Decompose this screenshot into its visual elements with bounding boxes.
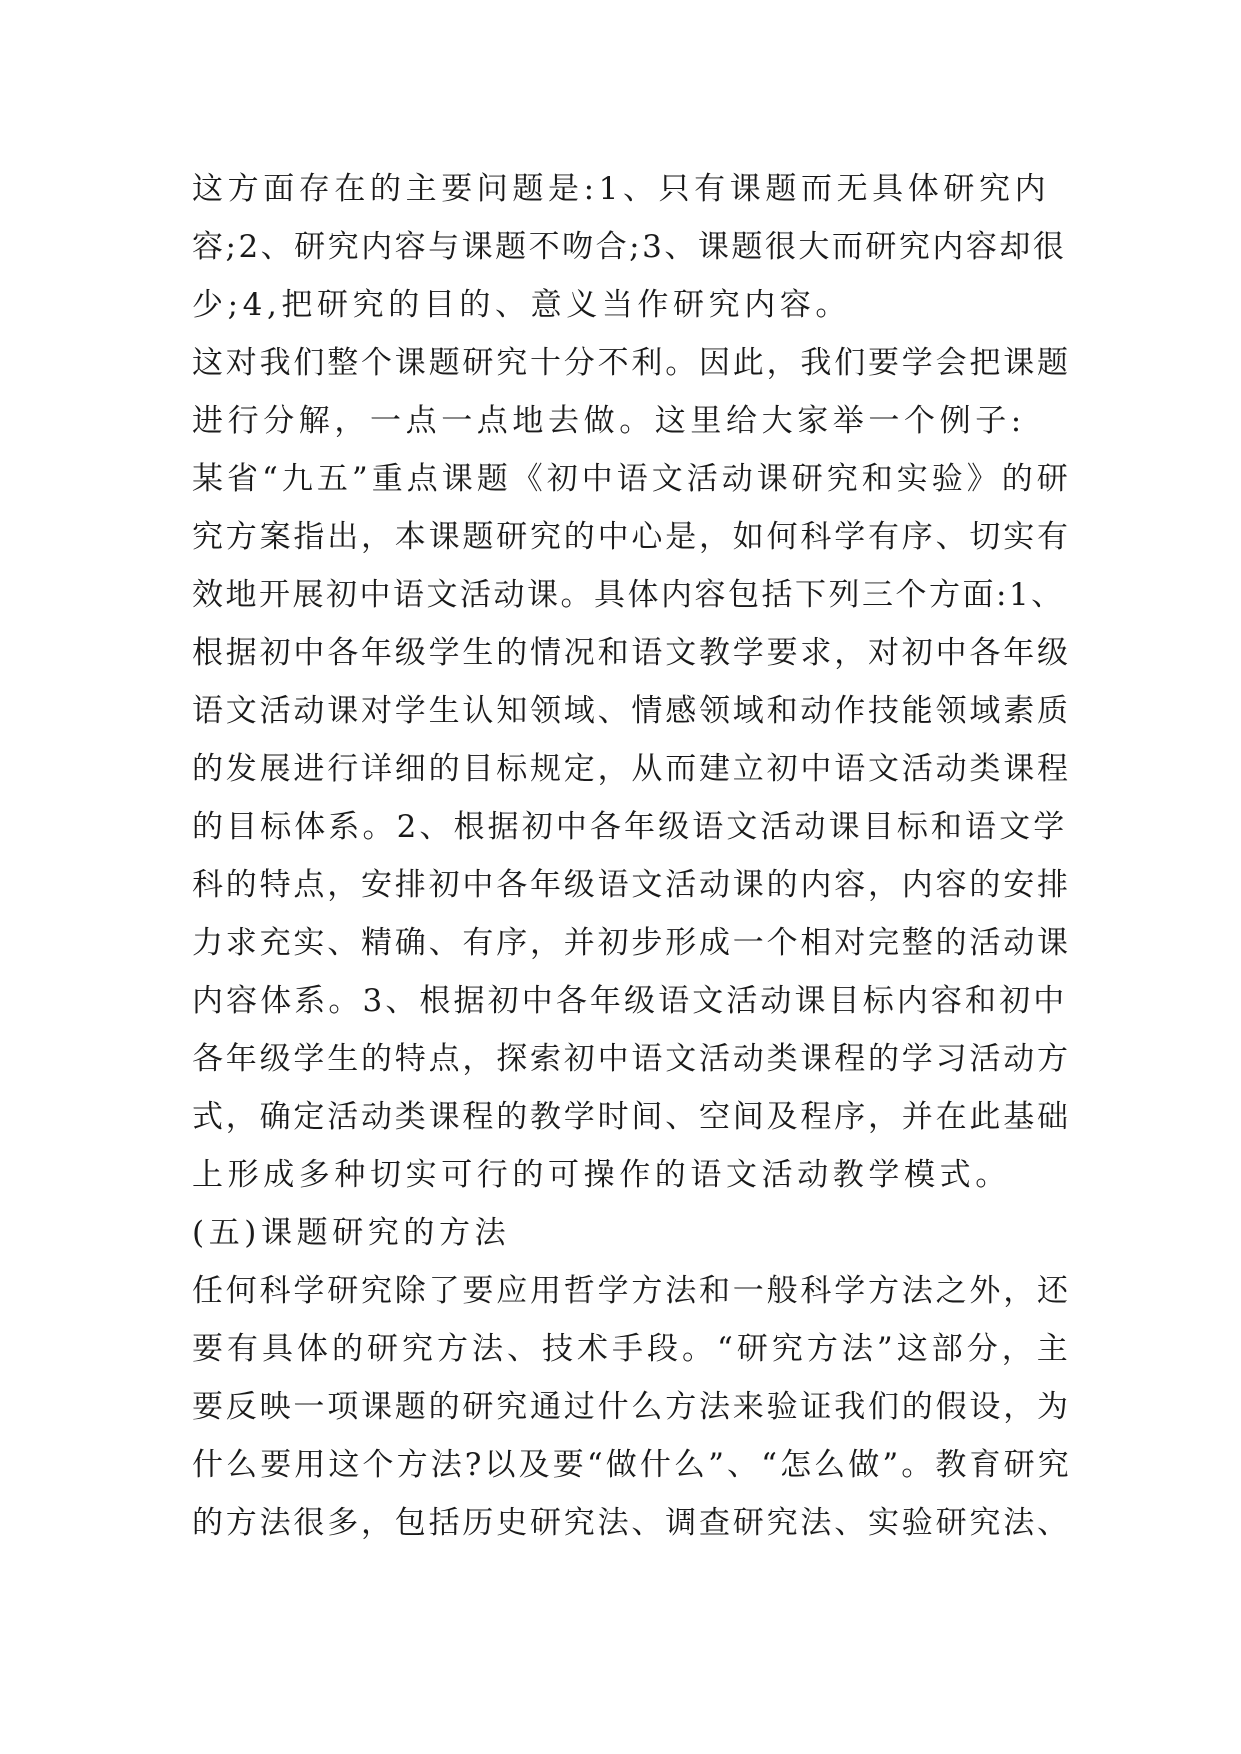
text-line: 上形成多种切实可行的可操作的语文活动教学模式。 xyxy=(192,1157,1011,1193)
text-line: 式，确定活动类课程的教学时间、空间及程序，并在此基础 xyxy=(192,1099,1071,1135)
text-line: 少;4,把研究的目的、意义当作研究内容。 xyxy=(192,287,852,323)
text-line: 这对我们整个课题研究十分不利。因此，我们要学会把课题 xyxy=(192,345,1071,381)
text-line: 语文活动课对学生认知领域、情感领域和动作技能领域素质 xyxy=(192,693,1071,729)
text-line: 的发展进行详细的目标规定，从而建立初中语文活动类课程 xyxy=(192,751,1071,787)
text-line: 这方面存在的主要问题是:1、只有课题而无具体研究内 xyxy=(192,171,1051,207)
text-line: 进行分解，一点一点地去做。这里给大家举一个例子: xyxy=(192,403,1026,439)
text-line: 的目标体系。2、根据初中各年级语文活动课目标和语文学 xyxy=(192,809,1068,845)
text-line: 任何科学研究除了要应用哲学方法和一般科学方法之外，还 xyxy=(192,1273,1071,1309)
text-line: 内容体系。3、根据初中各年级语文活动课目标内容和初中 xyxy=(192,983,1068,1019)
text-line: 什么要用这个方法?以及要“做什么”、“怎么做”。教育研究 xyxy=(192,1447,1072,1483)
text-line: 力求充实、精确、有序，并初步形成一个相对完整的活动课 xyxy=(192,925,1071,961)
text-line: 要有具体的研究方法、技术手段。“研究方法”这部分，主 xyxy=(192,1331,1072,1367)
section-heading: (五)课题研究的方法 xyxy=(192,1215,511,1251)
text-line: 各年级学生的特点，探索初中语文活动类课程的学习活动方 xyxy=(192,1041,1071,1077)
document-body xyxy=(192,160,1072,1552)
text-line: 效地开展初中语文活动课。具体内容包括下列三个方面:1、 xyxy=(192,577,1065,613)
text-line: 容;2、研究内容与课题不吻合;3、课题很大而研究内容却很 xyxy=(192,229,1067,265)
text-line: 究方案指出，本课题研究的中心是，如何科学有序、切实有 xyxy=(192,519,1071,555)
text-line: 科的特点，安排初中各年级语文活动课的内容，内容的安排 xyxy=(192,867,1071,903)
text-line: 根据初中各年级学生的情况和语文教学要求，对初中各年级 xyxy=(192,635,1071,671)
text-line: 要反映一项课题的研究通过什么方法来验证我们的假设，为 xyxy=(192,1389,1071,1425)
text-line: 的方法很多，包括历史研究法、调查研究法、实验研究法、 xyxy=(192,1505,1071,1541)
text-line: 某省“九五”重点课题《初中语文活动课研究和实验》的研 xyxy=(192,461,1072,497)
